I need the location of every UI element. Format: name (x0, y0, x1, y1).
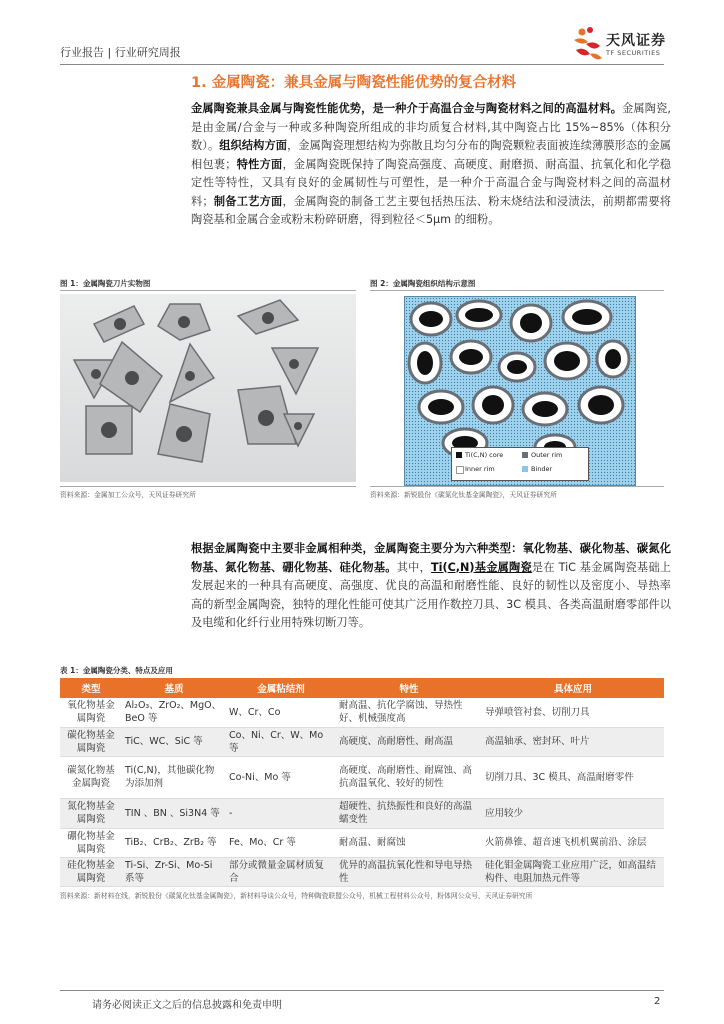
cell-type: 氧化物基金属陶瓷 (60, 698, 122, 727)
intro-text-1: 金属陶瓷,是由金属/合金与一种或多种陶瓷所组成的非均质复合材料,其中陶瓷占比 15%~85%（体积分数）。 (191, 102, 671, 152)
figure1-rule (60, 290, 356, 291)
intro-paragraph (191, 100, 671, 230)
class-bold-1: 根据金属陶瓷中主要非金属相种类，金属陶瓷主要分为六种类型：氧化物基、碳化物基、碳氮化物基、氮化物基、硼化物基、硅化物基。 (191, 542, 671, 574)
logo-mark-icon (572, 26, 606, 62)
cell-binder: - (226, 798, 336, 828)
cell-property: 高硬度、高耐磨性、耐腐蚀、高抗高温氧化、较好的韧性 (336, 756, 482, 798)
intro-text-3: ，金属陶瓷既保持了陶瓷高强度、高硬度、耐磨损、耐高温、抗氧化和化学稳定性等特性，又具有良好的金属韧性与可塑性，是一种介于高温合金与陶瓷材料之间的高温材料； (191, 157, 671, 208)
table-row (60, 756, 664, 798)
class-text-1: 其中， (396, 560, 432, 574)
cell-matrix: TiB₂、CrB₂、ZrB₂ 等 (122, 828, 226, 857)
cell-application: 高温轴承、密封环、叶片 (482, 727, 664, 756)
insert-photo-graphic (60, 294, 356, 482)
intro-bold-3: 特性方面 (236, 157, 283, 171)
legend-swatch-core (456, 452, 462, 458)
intro-text-4: ，金属陶瓷的制备工艺主要包括热压法、粉末烧结法和浸渍法，前期都需要将陶瓷基和金属合金或粉末粉碎研磨，得到粒径＜5μm 的细粉。 (191, 194, 671, 226)
intro-bold-1: 金属陶瓷兼具金属与陶瓷性能优势，是一种介于高温合金与陶瓷材料之间的高温材料。 (191, 102, 623, 115)
cell-application: 切削刀具、3C 模具、高温耐磨零件 (482, 756, 664, 798)
cell-matrix: TIN 、BN 、Si3N4 等 (122, 798, 226, 828)
cell-type: 碳化物基金属陶瓷 (60, 727, 122, 756)
legend-label-outer: Outer rim (531, 451, 563, 459)
cell-type: 氮化物基金属陶瓷 (60, 798, 122, 828)
intro-bold-4: 制备工艺方面 (213, 194, 283, 208)
header-type: 类型 (60, 678, 122, 698)
intro-bold-2: 组织结构方面 (219, 139, 288, 152)
cell-binder: 部分或微量金属材质复合 (226, 857, 336, 886)
figure2-image (404, 296, 636, 486)
intro-text-2: ，金属陶瓷理想结构为弥散且均匀分布的陶瓷颗粒表面被连续薄膜形态的金属相包裹； (191, 139, 671, 171)
table-caption: 表 1：金属陶瓷分类、特点及应用 (60, 666, 173, 675)
legend-label-binder: Binder (531, 465, 553, 473)
cell-matrix: Ti(C,N)，其他碳化物为添加剂 (122, 756, 226, 798)
cell-property: 耐高温、抗化学腐蚀、导热性好、机械强度高 (336, 698, 482, 727)
figure2-rule (370, 290, 664, 291)
figure2-caption: 图 2：金属陶瓷组织结构示意图 (370, 279, 476, 288)
cell-application: 导弹喷管衬套、切削刀具 (482, 698, 664, 727)
table-row (60, 727, 664, 756)
cell-property: 高硬度、高耐磨性、耐高温 (336, 727, 482, 756)
table-header-row (60, 678, 664, 698)
figure1-caption: 图 1：金属陶瓷刀片实物图 (60, 279, 151, 288)
page-number: 2 (654, 996, 661, 1007)
legend-swatch-inner (456, 466, 464, 474)
footer-divider (60, 990, 664, 991)
cell-binder: Co、Ni、Cr、W、Mo 等 (226, 727, 336, 756)
header-divider (60, 64, 664, 65)
figure1-image (60, 294, 356, 482)
table-row (60, 828, 664, 857)
cell-type: 硅化物基金属陶瓷 (60, 857, 122, 886)
class-text-2: 是在 TiC 基金属陶瓷基础上发展起来的一种具有高硬度、高强度、优良的高温和耐磨性能、良好的韧性以及密度小、导热率高的新型金属陶瓷，独特的理化性能可使其广泛用作数控刀具、3C 模具、各类高温耐磨零部件以及电缆和化纤行业用特殊切断刀等。 (191, 560, 671, 629)
header-application: 具体应用 (482, 678, 664, 698)
legend-label-core: Ti(C,N) core (465, 451, 504, 459)
table-source: 资料来源：新材料在线，新锐股份《碳氮化钛基金属陶瓷》，新材料导谈公众号，特种陶瓷联盟公众号，机械工程材料公众号，粉体网公众号，天风证券研究所 (60, 891, 533, 900)
cell-type: 硼化物基金属陶瓷 (60, 828, 122, 857)
cell-property: 超硬性、抗热振性和良好的高温蠕变性 (336, 798, 482, 828)
figure1-bottom-rule (60, 486, 356, 487)
logo-text: 天风证券 (606, 33, 666, 49)
legend-swatch-outer (522, 452, 528, 458)
cell-property: 优异的高温抗氧化性和导电导热性 (336, 857, 482, 886)
table-row (60, 857, 664, 886)
cell-application: 火箭鼻锥、超音速飞机机翼前沿、涂层 (482, 828, 664, 857)
cell-type: 碳氮化物基金属陶瓷 (60, 756, 122, 798)
section-title: 1. 金属陶瓷：兼具金属与陶瓷性能优势的复合材料 (191, 75, 517, 91)
classification-paragraph (191, 540, 671, 633)
classification-table (60, 678, 664, 887)
cell-binder: Co-Ni、Mo 等 (226, 756, 336, 798)
cell-property: 耐高温、耐腐蚀 (336, 828, 482, 857)
header-property: 特性 (336, 678, 482, 698)
cell-binder: Fe、Mo、Cr 等 (226, 828, 336, 857)
table-row (60, 798, 664, 828)
figure2-source: 资料来源：新锐股份《碳氮化钛基金属陶瓷》，天风证券研究所 (370, 491, 557, 499)
cell-matrix: Al₂O₃、ZrO₂、MgO、BeO 等 (122, 698, 226, 727)
logo-subtext: TF SECURITIES (606, 49, 661, 57)
classification-table-wrap (60, 678, 664, 900)
header-binder: 金属粘结剂 (226, 678, 336, 698)
figure1-source: 资料来源：金属加工公众号，天风证券研究所 (60, 491, 196, 499)
figure2-bottom-rule (370, 486, 664, 487)
footer-disclaimer: 请务必阅读正文之后的信息披露和免责申明 (92, 1000, 282, 1011)
legend-label-inner: Inner rim (465, 465, 495, 473)
table-row (60, 698, 664, 727)
header-matrix: 基质 (122, 678, 226, 698)
cell-application: 硅化钼金属陶瓷工业应用广泛，如高温结构件、电阻加热元件等 (482, 857, 664, 886)
class-bold-2: Ti(C,N)基金属陶瓷 (431, 560, 532, 574)
cell-matrix: TiC、WC、SiC 等 (122, 727, 226, 756)
cell-matrix: Ti-Si、Zr-Si、Mo-Si 系等 (122, 857, 226, 886)
cell-application: 应用较少 (482, 798, 664, 828)
legend-swatch-binder (522, 466, 528, 472)
figure2-legend (451, 447, 589, 481)
cell-binder: W、Cr、Co (226, 698, 336, 727)
report-type: 行业报告 | 行业研究周报 (60, 46, 181, 59)
